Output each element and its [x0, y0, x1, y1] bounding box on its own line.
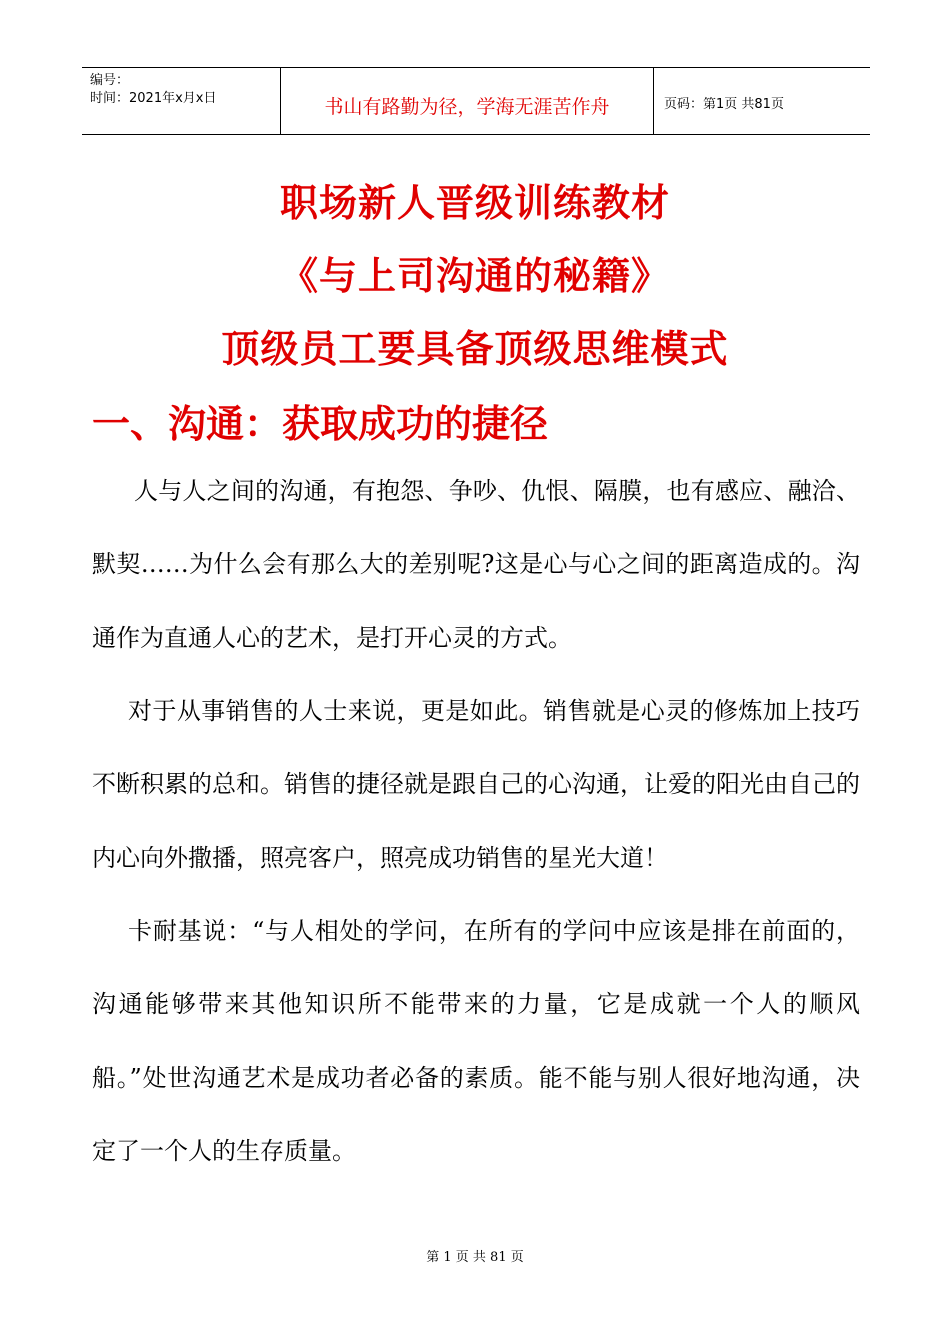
- page-header: [82, 67, 870, 135]
- header-motto: 书山有路勤为径，学海无涯苦作舟: [281, 68, 654, 134]
- body-paragraph-1: 人与人之间的沟通，有抱怨、争吵、仇恨、隔膜，也有感应、融洽、默契……为什么会有那么大的差别呢?这是心与心之间的距离造成的。沟通作为直通人心的艺术，是打开心灵的方式。: [92, 477, 860, 652]
- document-date: 时间：2021年x月x日: [90, 91, 217, 106]
- body-paragraph-3: 卡耐基说：“与人相处的学问，在所有的学问中应该是排在前面的，沟通能够带来其他知识所不能带来的力量，它是成就一个人的顺风船。”处世沟通艺术是成功者必备的素质。能不能与别人很好地沟通，决定了一个人的生存质量。: [92, 917, 860, 1165]
- header-page-info: 页码：第1页 共81页: [664, 97, 784, 112]
- document-number-label: 编号：: [90, 73, 130, 88]
- section-heading: 一、沟通：获取成功的捷径: [92, 401, 549, 446]
- header-meta-cell: [82, 68, 281, 134]
- body-paragraph-2: 对于从事销售的人士来说，更是如此。销售就是心灵的修炼加上技巧不断积累的总和。销售的捷径就是跟自己的心沟通，让爱的阳光由自己的内心向外撒播，照亮客户，照亮成功销售的星光大道！: [92, 697, 860, 872]
- document-title-line-2: 《与上司沟通的秘籍》: [279, 253, 670, 298]
- document-title-line-3: 顶级员工要具备顶级思维模式: [221, 326, 729, 371]
- page-footer: 第 1 页 共 81 页: [426, 1250, 524, 1265]
- document-title-line-1: 职场新人晋级训练教材: [279, 180, 670, 225]
